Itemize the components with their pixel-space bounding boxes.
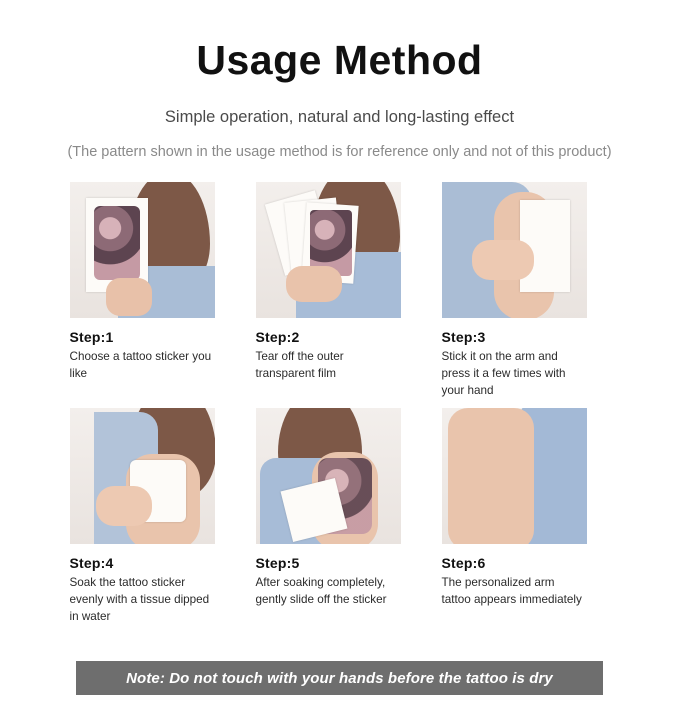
step-item-5: [256, 408, 401, 626]
step-2-photo: [256, 182, 401, 318]
step-description: Choose a tattoo sticker you like: [69, 350, 212, 381]
step-label: Step:6: [441, 555, 486, 571]
note-text: Note: Do not touch with your hands before the tattoo is dry: [126, 669, 553, 687]
step-3-photo: [442, 182, 587, 318]
page-subtitle: Simple operation, natural and long-lasting effect: [164, 108, 515, 127]
step-description: After soaking completely, gently slide off the sticker: [255, 576, 387, 606]
step-description: The personalized arm tattoo appears immediately: [441, 576, 582, 606]
step-1-photo: [70, 182, 215, 318]
step-item-3: [442, 182, 587, 400]
step-description: Soak the tattoo sticker evenly with a tissue dipped in water: [69, 576, 210, 623]
page-title: Usage Method: [196, 37, 483, 83]
steps-grid: [70, 182, 610, 626]
step-item-2: [256, 182, 401, 400]
step-4-photo: [70, 408, 215, 544]
step-item-6: [442, 408, 587, 626]
step-label: Step:3: [441, 329, 486, 346]
page-disclaimer: (The pattern shown in the usage method is for reference only and not of this product): [67, 144, 612, 161]
note-banner: [76, 661, 603, 695]
usage-method-page: [0, 38, 679, 717]
step-description: Stick it on the arm and press it a few times with your hand: [441, 350, 566, 398]
step-item-1: [70, 182, 215, 400]
step-5-photo: [256, 408, 401, 544]
step-item-4: [70, 408, 215, 626]
step-label: Step:5: [255, 555, 300, 571]
step-label: Step:2: [255, 329, 300, 346]
step-6-photo: [442, 408, 587, 544]
step-description: Tear off the outer transparent film: [255, 350, 344, 381]
step-label: Step:1: [69, 329, 114, 346]
step-label: Step:4: [69, 555, 114, 571]
